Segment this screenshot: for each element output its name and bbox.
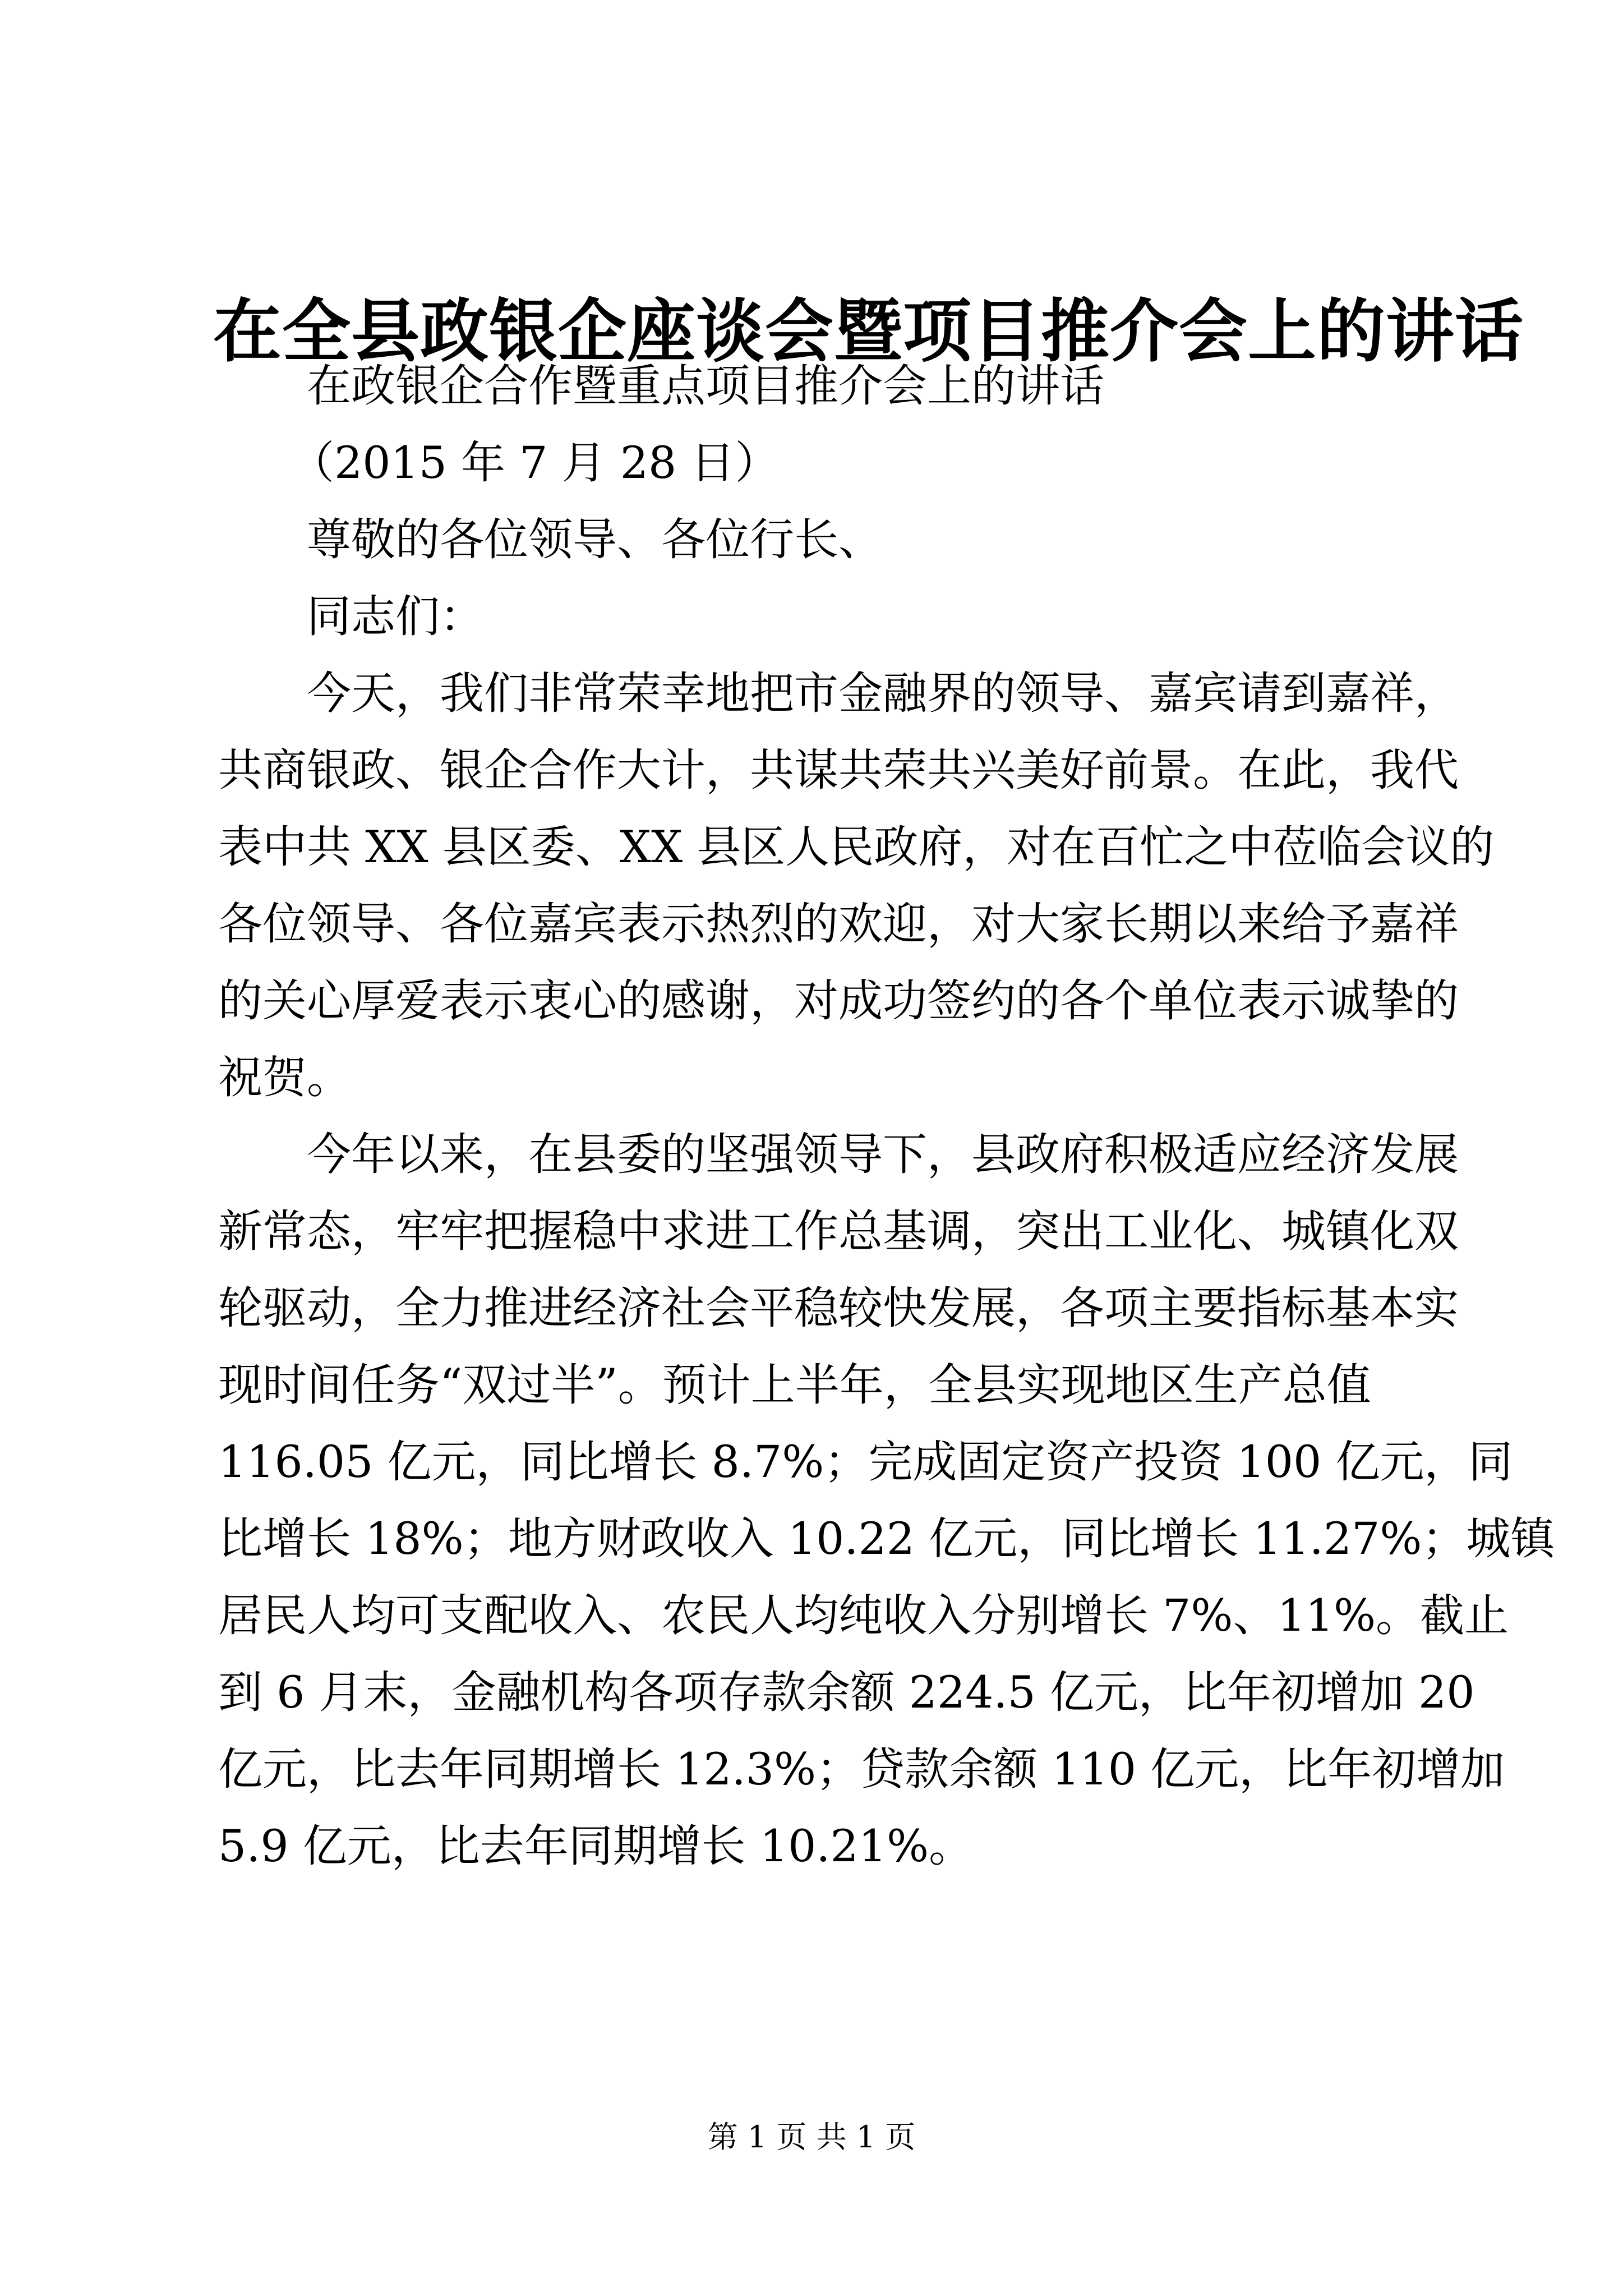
- paragraph-1-line: 共商银政、银企合作大计，共谋共荣共兴美好前景。在此，我代: [218, 744, 1459, 796]
- paragraph-1-line: 的关心厚爱表示衷心的感谢，对成功签约的各个单位表示诚挚的: [218, 975, 1459, 1027]
- paragraph-1-line: 祝贺。: [218, 1052, 351, 1103]
- paragraph-1: [218, 655, 1495, 1116]
- paragraph-2-line: 居民人均可支配收入、农民人均纯收入分别增长 7%、11%。截止: [218, 1590, 1509, 1641]
- page-footer: 第 1 页 共 1 页: [707, 2119, 916, 2155]
- paragraph-2-line: 5.9 亿元，比去年同期增长 10.21%。: [218, 1820, 974, 1872]
- paragraph-1-line: 各位领导、各位嘉宾表示热烈的欢迎，对大家长期以来给予嘉祥: [218, 898, 1459, 950]
- paragraph-2-line: 现时间任务“双过半”。预计上半年，全县实现地区生产总值: [218, 1359, 1371, 1411]
- paragraph-2-line: 今年以来，在县委的坚强领导下，县政府积极适应经济发展: [307, 1129, 1459, 1180]
- paragraph-2-line: 到 6 月末，金融机构各项存款余额 224.5 亿元，比年初增加 20: [218, 1667, 1475, 1718]
- document-subtitle: 在政银企合作暨重点项目推介会上的讲话: [307, 360, 1104, 412]
- document-title: 在全县政银企座谈会暨项目推介会上的讲话: [213, 291, 1524, 371]
- paragraph-2: [218, 1116, 1555, 1885]
- paragraph-2-line: 比增长 18%；地方财政收入 10.22 亿元，同比增长 11.27%；城镇: [218, 1513, 1555, 1565]
- paragraph-2-line: 新常态，牢牢把握稳中求进工作总基调，突出工业化、城镇化双: [218, 1205, 1459, 1257]
- paragraph-2-line: 116.05 亿元，同比增长 8.7%；完成固定资产投资 100 亿元，同: [218, 1436, 1513, 1488]
- paragraph-2-line: 亿元，比去年同期增长 12.3%；贷款余额 110 亿元，比年初增加: [218, 1743, 1505, 1795]
- paragraph-1-line: 表中共 XX 县区委、XX 县区人民政府，对在百忙之中莅临会议的: [218, 821, 1495, 873]
- paragraph-1-line: 今天，我们非常荣幸地把市金融界的领导、嘉宾请到嘉祥，: [307, 668, 1459, 719]
- document-date: （2015 年 7 月 28 日）: [290, 437, 780, 489]
- salutation-line-1: 尊敬的各位领导、各位行长、: [307, 514, 883, 565]
- paragraph-2-line: 轮驱动，全力推进经济社会平稳较快发展，各项主要指标基本实: [218, 1282, 1459, 1334]
- document-body: [218, 348, 1555, 1885]
- salutation-line-2: 同志们：: [307, 591, 484, 642]
